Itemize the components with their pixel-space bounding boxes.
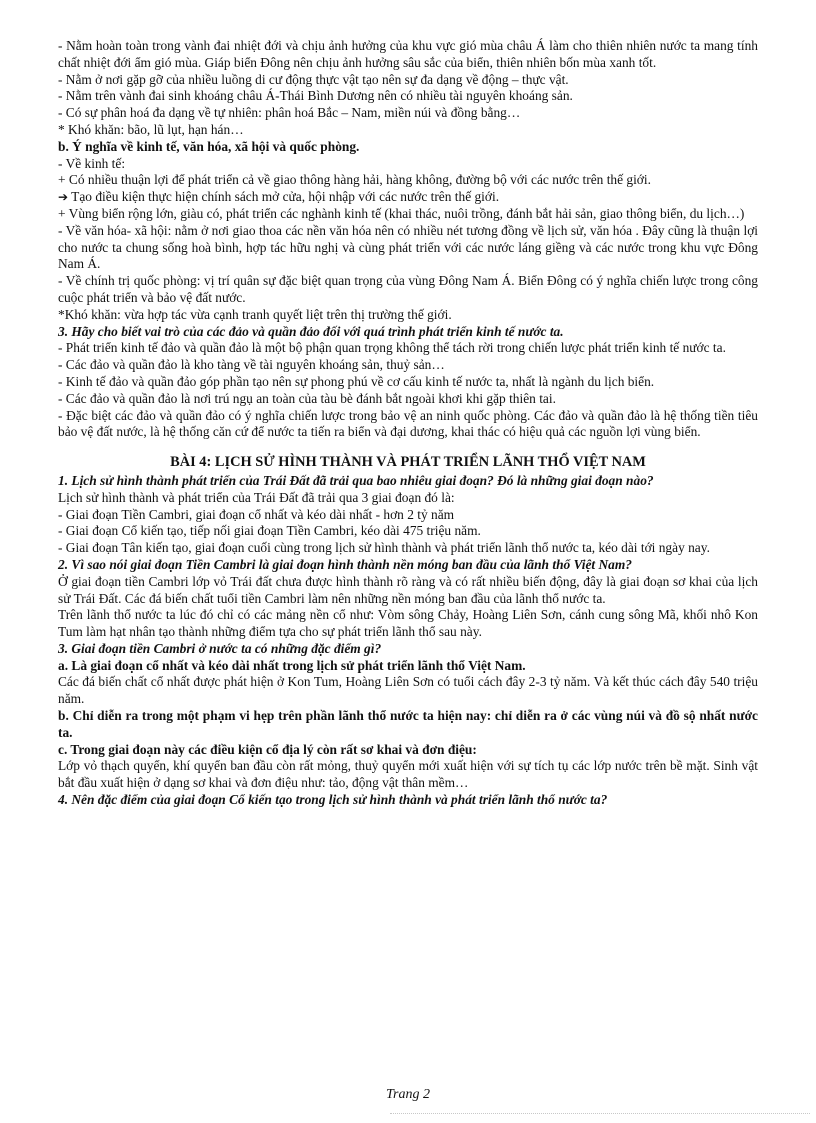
paragraph: - Giai đoạn Cổ kiến tạo, tiếp nối giai đoạn Tiền Cambri, kéo dài 475 triệu năm. (58, 523, 481, 539)
footer-dotted-rule (390, 1113, 810, 1114)
paragraph: - Đặc biệt các đảo và quần đảo có ý nghĩa chiến lược trong bảo vệ an ninh quốc phòng. Các đảo và quần đảo là hệ thống tiền tiêu bảo vệ đất nước, là hệ thống căn cứ để nước ta tiến ra biển và đại dương, khai thác có hiệu quả các nguồn lợi vùng biển. (58, 407, 758, 440)
paragraph: Trên lãnh thổ nước ta lúc đó chỉ có các mảng nền cổ như: Vòm sông Chảy, Hoàng Liên Sơn, cánh cung sông Mã, khối nhô Kon Tum làm hạt nhân tạo thành những điểm tựa cho sự phát triển lãnh thổ sau này. (58, 607, 758, 640)
paragraph: * Khó khăn: bão, lũ lụt, hạn hán… (58, 121, 244, 137)
paragraph: - Nằm hoàn toàn trong vành đai nhiệt đới và chịu ảnh hưởng của khu vực gió mùa châu Á làm cho thiên nhiên nước ta mang tính chất nhiệt đới ẩm gió mùa. Giáp biển Đông nên chịu ảnh hưởng sâu sắc của biển, thiên nhiên bốn mùa xanh tốt. (58, 38, 758, 70)
paragraph: Ở giai đoạn tiền Cambri lớp vỏ Trái đất chưa được hình thành rõ ràng và có rất nhiều biến động, đây là giai đoạn sơ khai của lịch sử Trái Đất. Các đá biến chất tuổi tiền Cambri làm nên những nền móng ban đầu của lãnh thổ nước ta. (58, 573, 758, 606)
question-heading: 2. Vì sao nói giai đoạn Tiền Cambri là giai đoạn hình thành nền móng ban đầu của lãnh thổ Việt Nam? (58, 556, 632, 572)
section-heading: b. Ý nghĩa về kinh tế, văn hóa, xã hội và quốc phòng. (58, 138, 360, 154)
paragraph: - Về kinh tế: (58, 155, 126, 171)
paragraph: - Phát triển kinh tế đảo và quần đảo là một bộ phận quan trọng không thể tách rời trong chiến lược phát triển kinh tế nước ta. (58, 340, 726, 356)
paragraph: - Về văn hóa- xã hội: nằm ở nơi giao thoa các nền văn hóa nên có nhiều nét tương đồng về lịch sử, văn hóa . Đây cũng là thuận lợi cho nước ta chung sống hoà bình, hợp tác hữu nghị và cùng phát triển với các nước láng giềng và các nước trong khu vực Đông Nam Á. (58, 222, 758, 272)
lesson-title: BÀI 4: LỊCH SỬ HÌNH THÀNH VÀ PHÁT TRIỂN LÃNH THỔ VIỆT NAM (170, 454, 646, 471)
question-heading: 3. Hãy cho biết vai trò của các đảo và quần đảo đối với quá trình phát triển kinh tế nước ta. (58, 323, 564, 339)
paragraph: - Giai đoạn Tiền Cambri, giai đoạn cổ nhất và kéo dài nhất - hơn 2 tỷ năm (58, 506, 455, 522)
paragraph: - Các đảo và quần đảo là kho tàng về tài nguyên khoáng sản, thuỷ sản… (58, 357, 445, 373)
paragraph: - Giai đoạn Tân kiến tạo, giai đoạn cuối cùng trong lịch sử hình thành và phát triển lãnh thổ nước ta, kéo dài tới ngày nay. (58, 540, 710, 556)
paragraph: - Nằm trên vành đai sinh khoáng châu Á-Thái Bình Dương nên có nhiều tài nguyên khoáng sản. (58, 88, 573, 104)
sub-heading: b. Chỉ diễn ra trong một phạm vi hẹp trên phần lãnh thổ nước ta hiện nay: chỉ diễn ra ở các vùng núi và đồ sộ nhất nước ta. (58, 708, 758, 740)
page-footer: Trang 2 (386, 1087, 430, 1102)
question-heading: 3. Giai đoạn tiền Cambri ở nước ta có những đặc điểm gì? (58, 640, 382, 656)
paragraph: - Nằm ở nơi gặp gỡ của nhiều luồng di cư động thực vật tạo nên sự đa dạng về động – thực vật. (58, 71, 569, 87)
paragraph: *Khó khăn: vừa hợp tác vừa cạnh tranh quyết liệt trên thị trường thế giới. (58, 306, 452, 322)
paragraph: Lớp vỏ thạch quyển, khí quyển ban đầu còn rất mỏng, thuỷ quyển mới xuất hiện với sự tích tụ các lớp nước trên bề mặt. Sinh vật bắt đầu xuất hiện ở dạng sơ khai và đơn điệu như: tảo, động vật thân mềm… (58, 758, 758, 791)
paragraph: - Về chính trị quốc phòng: vị trí quân sự đặc biệt quan trọng của vùng Đông Nam Á. Biển Đông có ý nghĩa chiến lược trong công cuộc phát triển và bảo vệ đất nước. (58, 273, 758, 305)
paragraph: - Có sự phân hoá đa dạng về tự nhiên: phân hoá Bắc – Nam, miền núi và đồng bằng… (58, 105, 521, 121)
paragraph: Lịch sử hình thành và phát triển của Trái Đất đã trải qua 3 giai đoạn đó là: (58, 489, 455, 505)
arrow-paragraph (58, 189, 758, 206)
document-page (58, 38, 758, 809)
paragraph: - Kinh tế đảo và quần đảo góp phần tạo nên sự phong phú về cơ cấu kinh tế nước ta, nhất là ngành du lịch biển. (58, 373, 655, 389)
question-heading: 4. Nên đặc điểm của giai đoạn Cổ kiến tạo trong lịch sử hình thành và phát triển lãnh thổ nước ta? (58, 792, 608, 808)
arrow-text: Tạo điều kiện thực hiện chính sách mở cửa, hội nhập với các nước trên thế giới. (71, 189, 500, 205)
paragraph: + Có nhiều thuận lợi để phát triển cả về giao thông hàng hải, hàng không, đường bộ với các nước trên thế giới. (58, 172, 651, 188)
paragraph: - Các đảo và quần đảo là nơi trú ngụ an toàn của tàu bè đánh bắt ngoài khơi khi gặp thiên tai. (58, 390, 556, 406)
paragraph: Các đá biến chất cổ nhất được phát hiện ở Kon Tum, Hoàng Liên Sơn có tuổi cách đây 2-3 tỷ năm. Và kết thúc cách đây 540 triệu năm. (58, 674, 758, 707)
sub-heading: a. Là giai đoạn cổ nhất và kéo dài nhất trong lịch sử phát triển lãnh thổ Việt Nam. (58, 657, 526, 673)
sub-heading: c. Trong giai đoạn này các điều kiện cổ địa lý còn rất sơ khai và đơn điệu: (58, 741, 477, 757)
paragraph: + Vùng biển rộng lớn, giàu có, phát triển các nghành kinh tế (khai thác, nuôi trồng, đánh bắt hải sản, giao thông biển, du lịch…) (58, 205, 745, 221)
question-heading: 1. Lịch sử hình thành phát triển của Trái Đất đã trải qua bao nhiêu giai đoạn? Đó là những giai đoạn nào? (58, 472, 654, 488)
right-arrow-icon: ➔ (58, 190, 69, 205)
